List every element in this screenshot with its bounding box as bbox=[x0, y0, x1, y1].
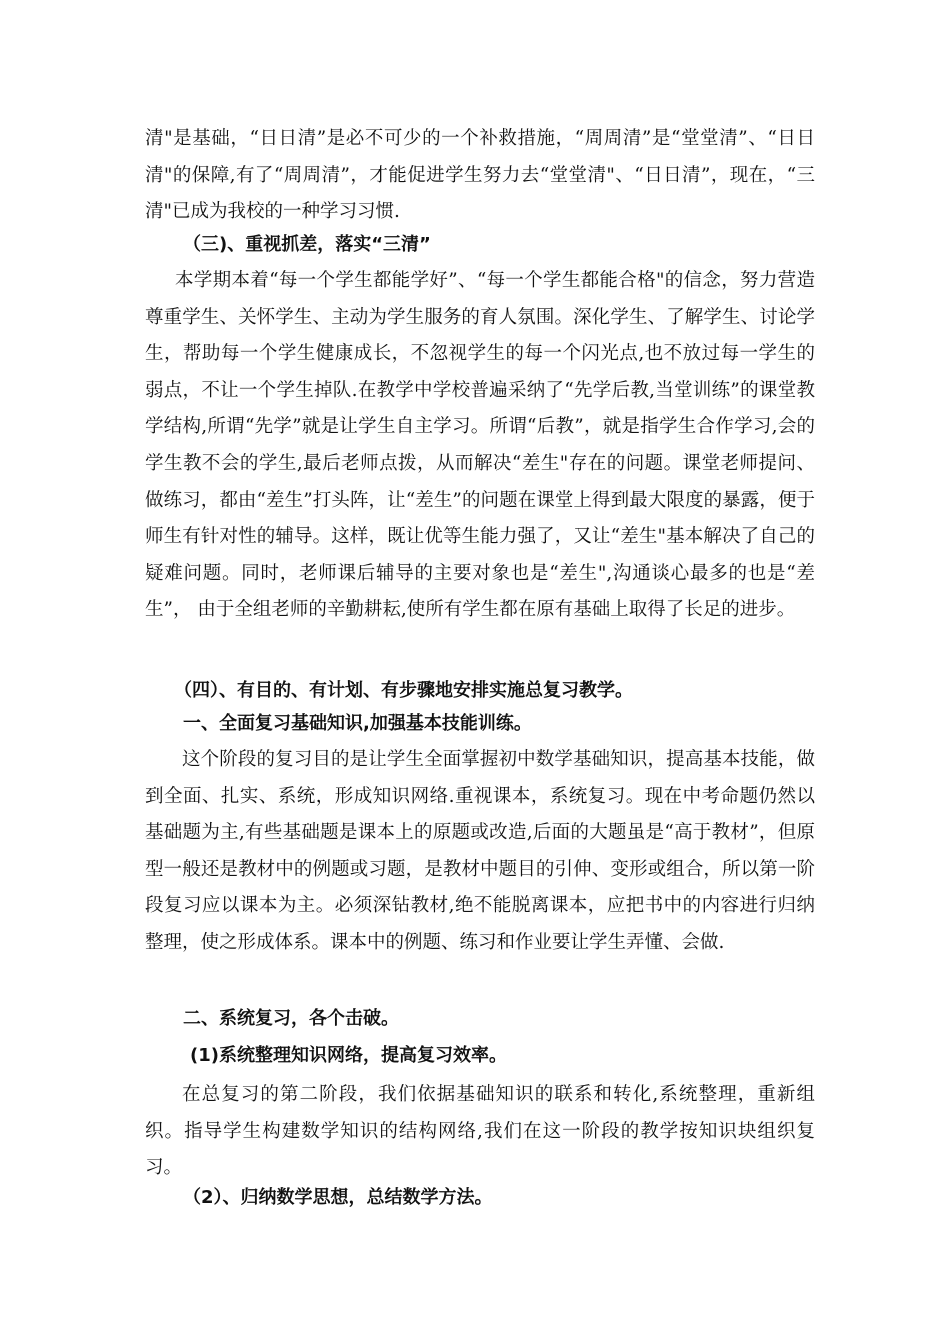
heading-section-3: （三)、重视抓差，落实“三清” bbox=[183, 234, 431, 255]
heading-part-one: 一、全面复习基础知识,加强基本技能训练。 bbox=[183, 713, 532, 734]
paragraph-section-3: 本学期本着“每一个学生都能学好”、“每一个学生都能合格"的信念，努力营造尊重学生、关怀学生、主动为学生服务的育人氛围。深化学生、了解学生、讨论学生，帮助每一个学生健康成长，不忽视学生的每一个闪光点,也不放过每一学生的弱点，不让一个学生掉队.在教学中学校普遍采纳了“先学后教,当堂训练”的课堂教学结构,所谓“先学”就是让学生自主学习。所谓“后教”，就是指学生合作学习,会的学生教不会的学生,最后老师点拨，从而解决“差生"存在的问题。课堂老师提问、做练习，都由“差生”打头阵，让“差生”的问题在课堂上得到最大限度的暴露，便于师生有针对性的辅导。这样，既让优等生能力强了，又让“差生"基本解决了自己的疑难问题。同时，老师课后辅导的主要对象也是“差生",沟通谈心最多的也是“差生”， 由于全组老师的辛勤耕耘,使所有学生都在原有基础上取得了长足的进步。 bbox=[145, 270, 815, 621]
paragraph-intro: 清"是基础，“日日清”是必不可少的一个补救措施，“周周清”是“堂堂清”、“日日清"的保障,有了“周周清”，才能促进学生努力去“堂堂清"、“日日清”，现在，“三清"已成为我校的一种学习习惯. bbox=[145, 128, 815, 223]
heading-section-4: （四）、有目的、有计划、有步骤地安排实施总复习教学。 bbox=[174, 680, 633, 701]
heading-part-two-item-2: （2）、归纳数学思想，总结数学方法。 bbox=[183, 1187, 493, 1208]
heading-part-two-item-1: (1)系统整理知识网络，提高复习效率。 bbox=[190, 1045, 507, 1066]
heading-part-two: 二、系统复习，各个击破。 bbox=[183, 1008, 399, 1029]
paragraph-part-one: 这个阶段的复习目的是让学生全面掌握初中数学基础知识，提高基本技能，做到全面、扎实、系统，形成知识网络.重视课本，系统复习。现在中考命题仍然以基础题为主,有些基础题是课本上的原题或改造,后面的大题虽是“高于教材”，但原型一般还是教材中的例题或习题，是教材中题目的引伸、变形或组合，所以第一阶段复习应以课本为主。必须深钻教材,绝不能脱离课本，应把书中的内容进行归纳整理，使之形成体系。课本中的例题、练习和作业要让学生弄懂、会做. bbox=[145, 749, 815, 953]
paragraph-part-two-item-1: 在总复习的第二阶段，我们依据基础知识的联系和转化,系统整理，重新组织。指导学生构建数学知识的结构网络,我们在这一阶段的教学按知识块组织复习。 bbox=[145, 1084, 815, 1179]
